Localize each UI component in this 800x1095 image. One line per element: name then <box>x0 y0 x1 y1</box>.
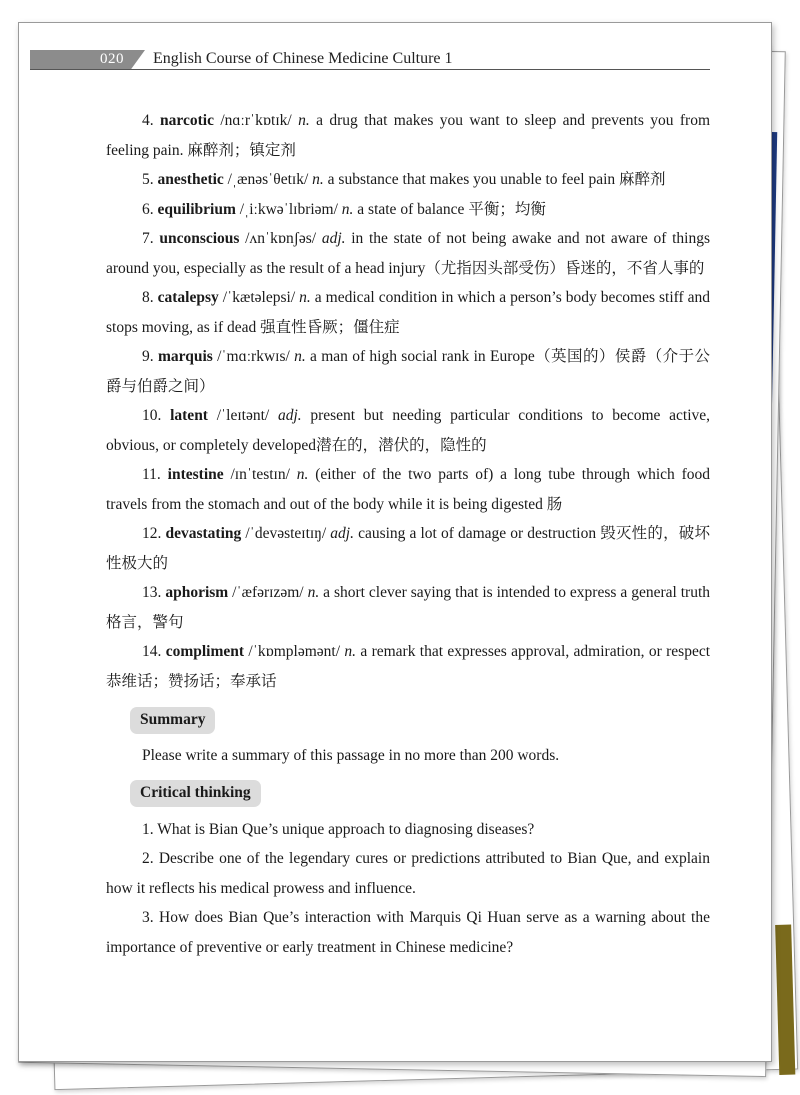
page-number: 020 <box>100 51 124 67</box>
vocab-word: devastating <box>165 525 242 542</box>
vocab-word: marquis <box>157 348 213 365</box>
vocab-word: intestine <box>167 466 224 483</box>
vocab-entry: 9. marquis /ˈmɑːrkwɪs/ n. a man of high social rank in Europe（英国的）侯爵（介于公爵与伯爵之间） <box>106 348 711 395</box>
page-edge-stripe-olive <box>775 925 795 1075</box>
vocab-entry: 8. catalepsy /ˈkætəlepsi/ n. a medical condition in which a person’s body becomes stiff and stops moving, as if dead 强直性昏厥；僵住症 <box>106 289 711 336</box>
vocab-entry: 7. unconscious /ʌnˈkɒnʃəs/ adj. in the state of not being awake and not aware of things around you, especially as the result of a head injury（尤指因头部受伤）昏迷的，不省人事的 <box>106 230 711 277</box>
page-content <box>106 106 710 962</box>
vocab-entry: 11. intestine /ɪnˈtestɪn/ n. (either of the two parts of) a long tube through which food travels from the stomach and out of the body while it is being digested 肠 <box>106 466 711 513</box>
page-header <box>30 50 710 71</box>
summary-instruction: Please write a summary of this passage in no more than 200 words. <box>142 747 560 764</box>
vocab-entry: 14. compliment /ˈkɒmpləmənt/ n. a remark that expresses approval, admiration, or respect 恭维话；赞扬话；奉承话 <box>106 643 711 690</box>
vocab-word: latent <box>170 407 208 424</box>
vocab-entry: 12. devastating /ˈdevəsteɪtɪŋ/ adj. causing a lot of damage or destruction 毁灭性的，破坏性极大的 <box>106 525 710 572</box>
vocab-word: compliment <box>165 643 245 660</box>
vocab-word: equilibrium <box>157 200 236 218</box>
critical-thinking-section <box>130 780 710 807</box>
summary-section <box>130 707 710 734</box>
vocab-word: narcotic <box>160 112 214 129</box>
question-item: 2. Describe one of the legendary cures or predictions attributed to Bian Que, and explain how it reflects his medical prowess and influence. <box>106 850 710 897</box>
vocab-word: anesthetic <box>157 171 224 188</box>
vocab-entry: 6. equilibrium /ˌiːkwəˈlɪbriəm/ n. a state of balance 平衡；均衡 <box>142 200 546 218</box>
page-number-tab <box>30 50 145 69</box>
running-title: English Course of Chinese Medicine Culture 1 <box>153 50 453 67</box>
vocab-word: unconscious <box>159 230 240 247</box>
vocab-entry: 4. narcotic /nɑːrˈkɒtɪk/ n. a drug that makes you want to sleep and prevents you from feeling pain. 麻醉剂；镇定剂 <box>106 112 711 159</box>
question-item: 3. How does Bian Que’s interaction with Marquis Qi Huan serve as a warning about the importance of preventive or early treatment in Chinese medicine? <box>106 909 710 956</box>
header-rule <box>30 69 710 70</box>
vocab-entry: 13. aphorism /ˈæfərɪzəm/ n. a short clever saying that is intended to express a general truth 格言，警句 <box>106 584 711 631</box>
vocab-entry: 5. anesthetic /ˌænəsˈθetɪk/ n. a substance that makes you unable to feel pain 麻醉剂 <box>142 171 666 188</box>
vocab-word: catalepsy <box>157 289 219 306</box>
vocab-word: aphorism <box>165 584 229 601</box>
summary-heading: Summary <box>130 707 215 734</box>
question-item: 1. What is Bian Que’s unique approach to diagnosing diseases? <box>142 820 535 838</box>
critical-thinking-heading: Critical thinking <box>130 780 261 807</box>
question-list <box>106 815 710 963</box>
vocabulary-list <box>106 106 710 696</box>
vocab-entry: 10. latent /ˈleɪtənt/ adj. present but needing particular conditions to become active, obvious, or completely developed潜在的，潜伏的，隐性的 <box>106 407 711 454</box>
